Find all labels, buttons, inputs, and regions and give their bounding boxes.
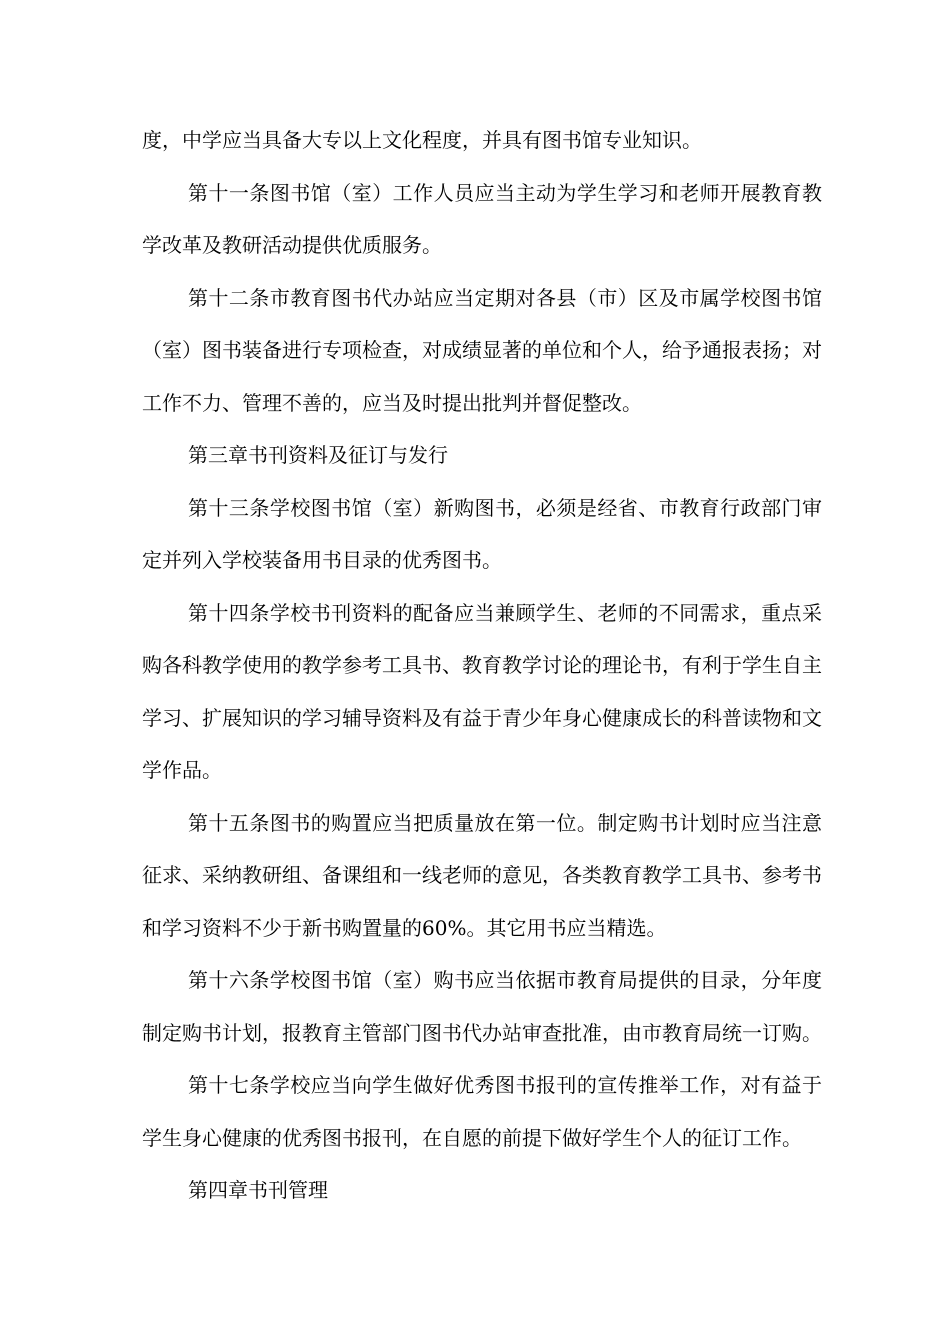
article-13-paragraph: 第十三条学校图书馆（室）新购图书，必须是经省、市教育行政部门审定并列入学校装备用书目录的优秀图书。: [142, 495, 822, 572]
document-body: [142, 114, 822, 1217]
article-15-paragraph: 第十五条图书的购置应当把质量放在第一位。制定购书计划时应当注意征求、采纳教研组、备课组和一线老师的意见，各类教育教学工具书、参考书和学习资料不少于新书购置量的60%。其它用书应当精选。: [142, 810, 822, 940]
paragraph-continuation: 度，中学应当具备大专以上文化程度，并具有图书馆专业知识。: [142, 128, 702, 152]
article-17-paragraph: 第十七条学校应当向学生做好优秀图书报刊的宣传推举工作，对有益于学生身心健康的优秀图书报刊，在自愿的前提下做好学生个人的征订工作。: [142, 1073, 822, 1150]
chapter-3-heading: 第三章书刊资料及征订与发行: [188, 443, 448, 467]
article-14-paragraph: 第十四条学校书刊资料的配备应当兼顾学生、老师的不同需求，重点采购各科教学使用的教学参考工具书、教育教学讨论的理论书，有利于学生自主学习、扩展知识的学习辅导资料及有益于青少年身心健康成长的科普读物和文学作品。: [142, 600, 822, 782]
chapter-4-heading: 第四章书刊管理: [188, 1178, 328, 1202]
article-12-paragraph: 第十二条市教育图书代办站应当定期对各县（市）区及市属学校图书馆（室）图书装备进行专项检查，对成绩显著的单位和个人，给予通报表扬；对工作不力、管理不善的，应当及时提出批判并督促整改。: [142, 285, 822, 415]
article-16-paragraph: 第十六条学校图书馆（室）购书应当依据市教育局提供的目录，分年度制定购书计划，报教育主管部门图书代办站审查批准，由市教育局统一订购。: [142, 968, 822, 1045]
article-11-paragraph: 第十一条图书馆（室）工作人员应当主动为学生学习和老师开展教育教学改革及教研活动提供优质服务。: [142, 180, 822, 257]
